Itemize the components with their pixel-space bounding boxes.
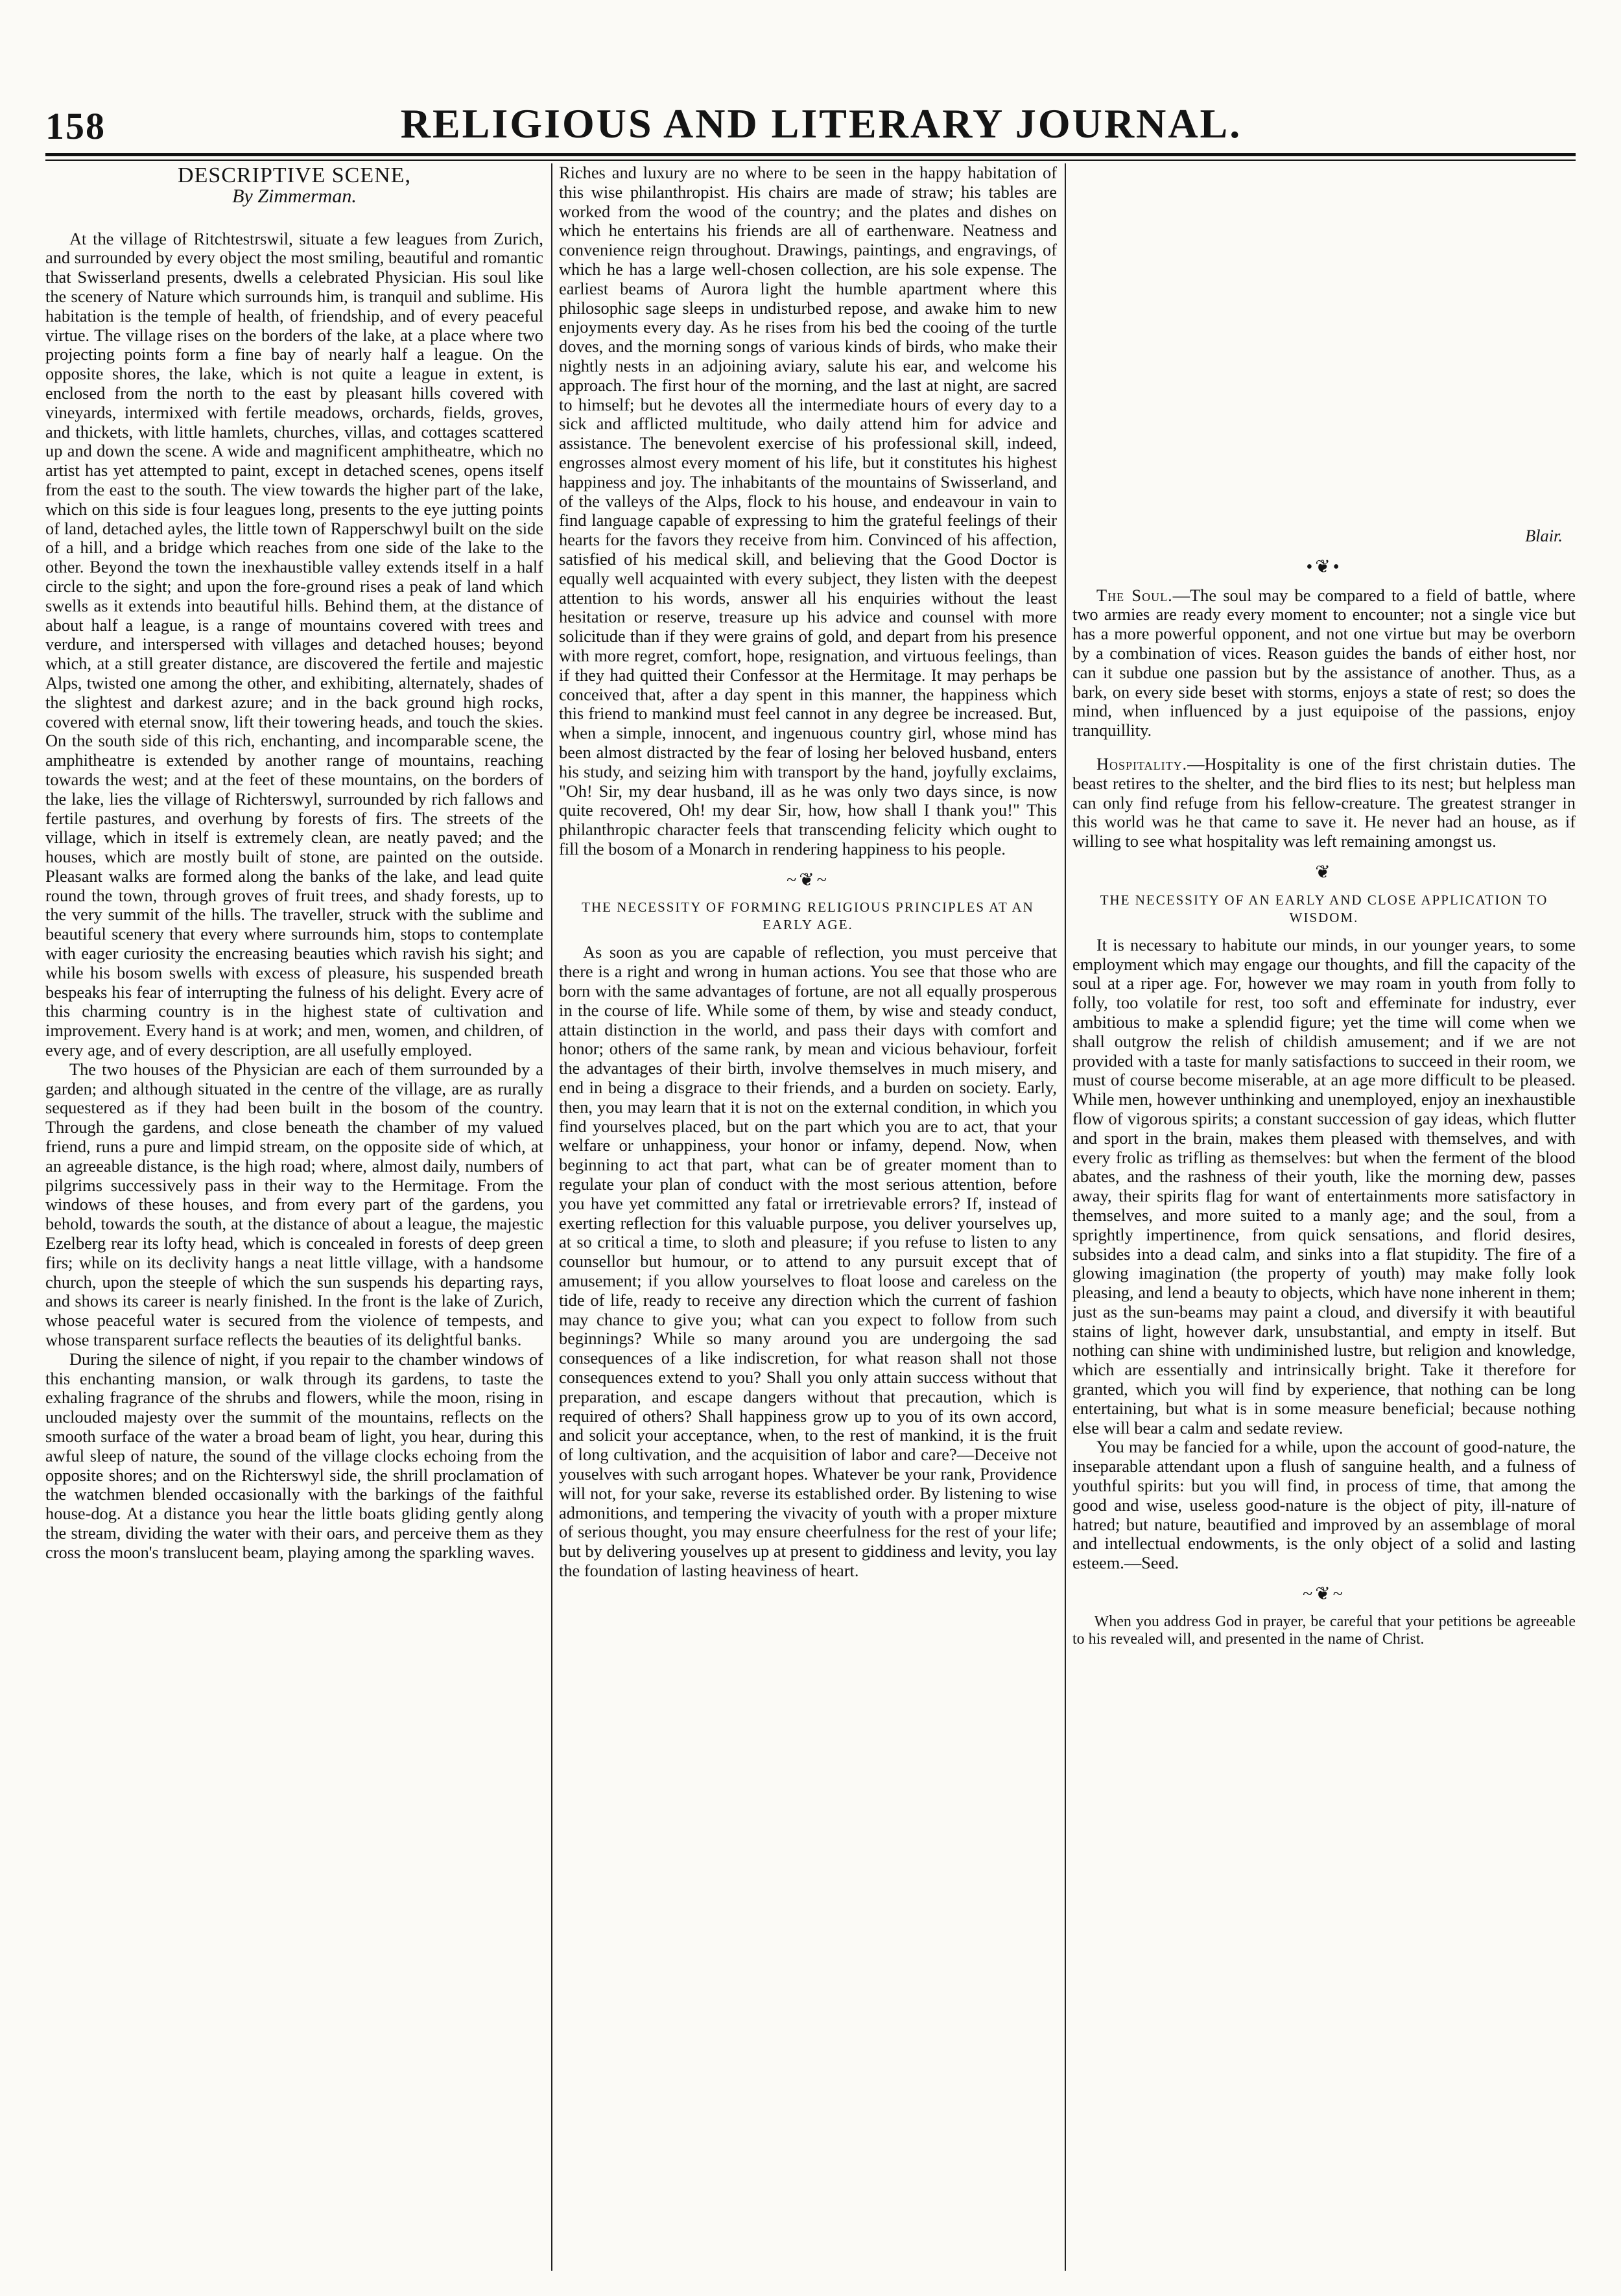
article-paragraph: Riches and luxury are no where to be seen in the happy habitation of this wise philanthropist. His chairs are made of straw; his tables are worked from the wood of the country; and the plates and dishes on which he entertains his friends are all of earthenware. Neatness and convenience reign throughout. Drawings, paintings, and engravings, of which he has a large well-chosen collection, are his sole expense. The earliest beams of Aurora light the humble apartment where this philosophic sage sleeps in undisturbed repose, and awake him to new enjoyments every day. As he rises from his bed the cooing of the turtle doves, and the morning songs of various kinds of birds, who make their nightly nests in an adjoining aviary, salute his ear, and welcome his approach. The first hour of the morning, and the last at night, are sacred to himself; but he devotes all the intermediate hours of every day to a sick and afflicted multitude, who daily attend him for advice and assistance. The benevolent exercise of his professional skill, indeed, engrosses almost every moment of his life, but it constitutes his highest happiness and joy. The inhabitants of the mountains of Swisserland, and of the valleys of the Alps, flock to his house, and endeavour in vain to find language capable of expressing to him the grateful feelings of their hearts for the favors they receive from him. Convinced of his affection, satisfied of his medical skill, and believing that the Good Doctor is equally well acquainted with every subject, they listen with the deepest attention to his words, answer all his enquiries without the least hesitation or reserve, treasure up his advice and counsel with more solicitude than if they were grains of gold, and depart from his presence with more regret, comfort, hope, resignation, and virtuous feelings, than if they had quitted their Confessor at the Hermitage. It may perhaps be conceived that, after a day spent in this manner, the happiness which this friend to mankind must feel cannot in any degree be increased. But, when a simple, innocent, and ingenuous country girl, whose mind has been almost distracted by the fear of losing her beloved husband, enters his study, and seizing him with transport by the hand, joyfully exclaims, "Oh! Sir, my dear husband, ill as he was only two days since, is now quite recovered, Oh! my dear Sir, how, how shall I thank you!" This philanthropic character feels that transcending felicity which ought to fill the bosom of a Monarch in rendering happiness to his people. xyxy=(559,163,1057,858)
spacer xyxy=(1072,740,1576,755)
continued-text-space xyxy=(1072,163,1576,527)
journal-title: RELIGIOUS AND LITERARY JOURNAL. xyxy=(400,101,1242,147)
article-paragraph: During the silence of night, if you repair to the chamber windows of this enchanting mansion, or walk through its gardens, to taste the exhaling fragrance of the shrubs and flowers, while the moon, rising in unclouded majesty over the summit of the mountains, reflects on the smooth surface of the water a broad beam of light, you hear, during this awful sleep of nature, the sound of the village clocks echoing from the opposite shores; and on the Richterswyl side, the shrill proclamation of the watchmen blended occasionally with the barkings of the faithful house-dog. At a distance you hear the little boats gliding gently along the stream, dividing the water with their oars, and perceive them as they cross the moon's translucent beam, playing among the sparkling waves. xyxy=(45,1349,543,1562)
page-number: 158 xyxy=(45,105,106,147)
item-lead: Hospitality. xyxy=(1096,753,1188,774)
section-ornament: ~❦~ xyxy=(787,870,829,890)
article-title: THE NECESSITY OF AN EARLY AND CLOSE APPLICATION TO WISDOM. xyxy=(1100,892,1548,925)
header-rule xyxy=(45,153,1576,156)
column-divider xyxy=(551,163,552,2271)
article-paragraph: At the village of Ritchtestrswil, situate a few leagues from Zurich, and surrounded by every object the most smiling, beautiful and romantic that Swisserland presents, dwells a celebrated Physician. His soul like the scenery of Nature which surrounds him, is tranquil and sublime. His habitation is the temple of health, of friendship, and of every peaceful virtue. The village rises on the borders of the lake, at a place where two projecting points form a fine bay of nearly half a league. On the opposite shores, the lake, which is not quite a league in extent, is enclosed from the north to the east by pleasant hills covered with vineyards, intermixed with fertile meadows, orchards, fields, groves, and thickets, with little hamlets, churches, villas, and cottages scattered up and down the scene. A wide and magnificent amphitheatre, which no artist has yet attempted to paint, except in detached scenes, opens itself from the east to the south. The view towards the higher part of the lake, which on this side is four leagues long, presents to the eye jutting points of land, detached ayles, the little town of Rapperschwyl built on the side of a hill, and a bridge which reaches from one side of the lake to the other. Beyond the town the inexhaustible valley extends itself in a half circle to the sight; and upon the fore-ground rises a peak of land which swells as it extends into beautiful hills. Behind them, at the distance of about half a league, is a range of mountains covered with trees and verdure, and interspersed with villages and detached houses; beyond which, at a still greater distance, are discovered the fertile and majestic Alps, twisted one among the other, and exhibiting, alternately, shades of the slightest and darkest azure; and in the back ground high rocks, covered with eternal snow, lift their towering heads, and touch the skies. On the south side of this rich, enchanting, and incomparable scene, the amphitheatre is extended by another range of mountains, reaching towards the west; and at the feet of these mountains, on the borders of the lake, lies the village of Richterswyl, surrounded by rich fallows and fertile pastures, and overhung by forests of firs. The streets of the village, which in itself is extremely clean, are neatly paved; and the houses, which are mostly built of stone, are painted on the outside. Pleasant walks are formed along the banks of the lake, and lead quite round the town, through groves of fruit trees, and shady forests, up to the very summit of the hills. The traveller, struck with the sublime and beautiful scenery that every where surrounds him, stops to contemplate with eager curiosity the encreasing beauties which ravish his sight; and while his bosom swells with excess of pleasure, his suspended breath bespeaks his fear of interrupting the fulness of his delight. Every acre of this charming country is in the highest state of cultivation and improvement. Every hand is at work; and men, women, and children, of every age, and of every description, are all usefully employed. xyxy=(45,228,543,1060)
section-ornament: •❦• xyxy=(1306,556,1342,577)
article-paragraph: You may be fancied for a while, upon the account of good-nature, the inseparable attendant upon a flush of sanguine health, and a fulness of youthful spirits: but you will find, in process of time, that among the good and wise, useless good-nature is the object of pity, ill-nature of hatred; but nature, beautified and improved by an assemblage of moral and intellectual endowments, is the only object of a solid and lasting esteem.—Seed. xyxy=(1072,1437,1576,1573)
column-divider xyxy=(1065,163,1066,2271)
article-title: THE NECESSITY OF FORMING RELIGIOUS PRINCIPLES AT AN EARLY AGE. xyxy=(582,899,1034,933)
header-rule-thin xyxy=(45,160,1576,161)
short-item xyxy=(1072,586,1576,740)
page-header xyxy=(45,102,1576,148)
column-2 xyxy=(559,163,1057,2271)
section-ornament: ❦ xyxy=(1315,862,1333,882)
column-1 xyxy=(45,163,543,2271)
column-3 xyxy=(1072,163,1576,2271)
article-title: DESCRIPTIVE SCENE, xyxy=(178,163,411,187)
item-text: —The soul may be compared to a field of battle, where two armies are ready every moment to encounter; not a single vice but has a more powerful opponent, and not one virtue but may be overborn by a combination of vices. Reason guides the bands of either host, nor can it subdue one passion but by the assistance of another. Thus, as a bark, on every side beset with storms, enjoys a state of rest; so does the mind, when influenced by a just equipoise of the passions, enjoy tranquillity. xyxy=(1072,585,1576,740)
article-paragraph: It is necessary to habitute our minds, in our younger years, to some employment which may engage our thoughts, and fill the capacity of the soul at a riper age. For, however we may roam in youth from folly to folly, too volatile for rest, too soft and effeminate for industry, ever ambitious to make a splendid figure; yet the time will come when we shall outgrow the relish of childish amusement; and if we are not provided with a taste for manly satisfactions to succeed in their room, we must of course become miserable, at an age more difficult to be pleased. While men, however unthinking and unemployed, enjoy an inexhaustible flow of vigorous spirits; a constant succession of gay ideas, which flutter and sport in the brain, makes them pleased with themselves, and with every frolic as trifling as themselves: but when the ferment of the blood abates, and the rashness of their youth, like the morning dew, passes away, their spirits flag for want of entertainments more satisfactory in themselves, and more suited to a manly age; and the soul, from a sprightly impertinence, from quick sensations, and florid desires, subsides into a dead calm, and sinks into a flat stupidity. The fire of a glowing imagination (the property of youth) may make folly look pleasing, and lend a beauty to objects, which have none inherent in them; just as the sun-beams may paint a cloud, and diversify it with beautiful stains of light, however dark, unsubstantial, and empty in itself. But nothing can shine with undiminished lustre, but religion and knowledge, which are essentially and intrinsically bright. Take it therefore for granted, which you will find by experience, that nothing can be long entertaining, but what is in some measure beneficial; because nothing else will bear a calm and sedate review. xyxy=(1072,934,1576,1438)
short-item xyxy=(1072,755,1576,851)
closing-note: When you address God in prayer, be careful that your petitions be agreeable to his revealed will, and presented in the name of Christ. xyxy=(1072,1613,1576,1648)
article-paragraph: As soon as you are capable of reflection, you must perceive that there is a right and wrong in human actions. You see that those who are born with the same advantages of fortune, are not all equally prosperous in the course of life. While some of them, by wise and steady conduct, attain distinction in the world, and pass their days with comfort and honor; others of the same rank, by mean and vicious behaviour, forfeit the advantages of their birth, involve themselves in much misery, and end in being a disgrace to their friends, and a burden on society. Early, then, you may learn that it is not on the external condition, in which you find yourselves placed, but on the part which you are to act, that your welfare or unhappiness, your honor or infamy, depend. Now, when beginning to act that part, what can be of greater moment than to regulate your plan of conduct with the most serious attention, before you have yet committed any fatal or irretrievable errors? If, instead of exerting reflection for this valuable purpose, you deliver yourselves up, at so critical a time, to sloth and pleasure; if you refuse to listen to any counsellor but humour, or to attend to any pursuit except that of amusement; if you allow yourselves to float loose and careless on the tide of life, ready to receive any direction which the current of fashion may chance to give you; what can you expect to follow from such beginnings? While so many around you are undergoing the sad consequences of a like indiscretion, for what reason shall not those consequences extend to you? Shall you only attain success without that preparation, and escape dangers without that precaution, which is required of others? Shall happiness grow up to you of its own accord, and solicit your acceptance, when, to the rest of mankind, it is the fruit of long cultivation, and the acquisition of labor and care?—Deceive not youselves with such arrogant hopes. Whatever be your rank, Providence will not, for your sake, reverse its established order. By listening to wise admonitions, and tempering the vivacity of youth with a proper mixture of serious thought, you may ensure cheerfulness for the rest of your life; but by delivering youselves up at present to giddiness and levity, you lay the foundation of lasting heaviness of heart. xyxy=(559,942,1057,1580)
section-ornament: ~❦~ xyxy=(1303,1584,1345,1605)
article-signature: Blair. xyxy=(1525,526,1563,545)
article-paragraph: The two houses of the Physician are each of them surrounded by a garden; and although situated in the centre of the village, are as rurally sequestered as if they had been built in the bosom of the country. Through the gardens, and close beneath the chamber of my valued friend, runs a pure and limpid stream, on the opposite side of which, at an agreeable distance, is the high road; where, almost daily, numbers of pilgrims successively pass in their way to the Hermitage. From the windows of these houses, and from every part of the gardens, you behold, towards the south, at the distance of about a league, the majestic Ezelberg rear its lofty head, which is concealed in forests of deep green firs; while on its declivity hangs a neat little village, with a handsome church, upon the steeple of which the sun suspends his departing rays, and shows its career is nearly finished. In the front is the lake of Zurich, whose peaceful water is secured from the violence of tempests, and whose transparent surface reflects the beauties of its delightful banks. xyxy=(45,1059,543,1350)
item-lead: The Soul. xyxy=(1096,585,1173,605)
item-text: —Hospitality is one of the first christain duties. The beast retires to the shelter, and the bird flies to its nest; but helpless man can only find refuge from his fellow-creature. The greatest stranger in this world was he that came to save it. He never had an house, as if willing to see what hospitality was left remaining amongst us. xyxy=(1072,753,1576,851)
article-byline: By Zimmerman. xyxy=(232,185,357,207)
